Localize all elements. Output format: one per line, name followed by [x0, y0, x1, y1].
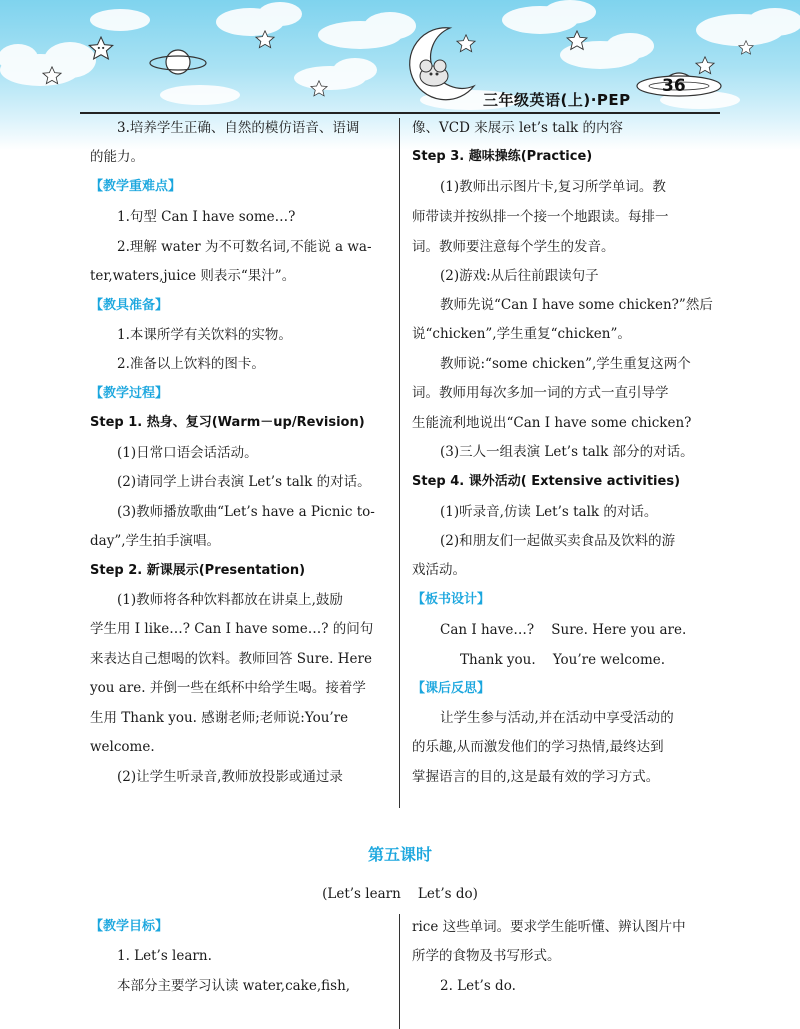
book-label: 三年级英语(上)·PEP	[483, 91, 631, 109]
paragraph-line: 像、VCD 来展示 let’s talk 的内容	[412, 120, 623, 136]
paragraph-line: 来表达自己想喝的饮料。教师回答 Sure. Here	[90, 651, 372, 667]
section-heading: 【教学重难点】	[90, 179, 182, 194]
column-divider	[399, 914, 400, 1029]
paragraph-line: 2.理解 water 为不可数名词,不能说 a wa-	[117, 239, 372, 255]
paragraph-line: 的乐趣,从而激发他们的学习热情,最终达到	[412, 739, 664, 755]
paragraph-line: 词。教师用每次多加一词的方式一直引导学	[412, 385, 669, 401]
paragraph-line: 所学的食物及书写形式。	[412, 948, 561, 964]
paragraph-line: 词。教师要注意每个学生的发音。	[412, 239, 615, 255]
paragraph-line: 教师先说“Can I have some chicken?”然后	[440, 297, 713, 313]
star-icon	[88, 36, 114, 62]
paragraph-line: (3)教师播放歌曲“Let’s have a Picnic to-	[117, 504, 375, 520]
paragraph-line: ter,waters,juice 则表示“果汁”。	[90, 268, 296, 284]
paragraph-line: 3.培养学生正确、自然的模仿语音、语调	[117, 120, 360, 136]
paragraph-line: (1)听录音,仿读 Let’s talk 的对话。	[440, 504, 658, 520]
star-icon	[738, 40, 754, 56]
star-icon	[42, 66, 62, 86]
paragraph-line: 生用 Thank you. 感谢老师;老师说:You’re	[90, 710, 349, 726]
paragraph-line: 让学生参与活动,并在活动中享受活动的	[440, 710, 674, 726]
paragraph-line: welcome.	[90, 739, 155, 755]
paragraph-line: 1. Let’s learn.	[117, 948, 212, 964]
paragraph-line: (1)日常口语会话活动。	[117, 445, 258, 461]
paragraph-line: 2. Let’s do.	[440, 978, 516, 994]
paragraph-line: (1)教师出示图片卡,复习所学单词。教	[440, 179, 666, 195]
paragraph-line: you are. 并倒一些在纸杯中给学生喝。接着学	[90, 680, 366, 696]
paragraph-line: (2)请同学上讲台表演 Let’s talk 的对话。	[117, 474, 371, 490]
section-heading: 【课后反思】	[412, 681, 491, 696]
paragraph-line: 学生用 I like…? Can I have some…? 的问句	[90, 621, 374, 637]
step-heading: Step 3. 趣味操练(Practice)	[412, 149, 593, 164]
column-divider	[399, 118, 400, 808]
lesson-title: 第五课时	[367, 845, 432, 864]
paragraph-line: 的能力。	[90, 149, 144, 165]
section-heading: 【板书设计】	[412, 592, 491, 607]
paragraph-line: (3)三人一组表演 Let’s talk 部分的对话。	[440, 444, 694, 460]
paragraph-line: (2)游戏:从后往前跟读句子	[440, 268, 599, 284]
header-rule	[80, 112, 720, 114]
paragraph-line: 2.准备以上饮料的图卡。	[117, 356, 265, 372]
planet-icon	[148, 44, 208, 80]
paragraph-line: (1)教师将各种饮料都放在讲桌上,鼓励	[117, 592, 343, 608]
paragraph-line: 戏活动。	[412, 562, 466, 578]
paragraph-line: 1.句型 Can I have some…?	[117, 209, 296, 225]
paragraph-line: 本部分主要学习认读 water,cake,fish,	[117, 978, 351, 994]
board-line: Can I have…? Sure. Here you are.	[440, 622, 687, 638]
paragraph-line: 教师说:“some chicken”,学生重复这两个	[440, 356, 691, 372]
paragraph-line: 说“chicken”,学生重复“chicken”。	[412, 326, 631, 342]
star-icon	[255, 30, 275, 50]
paragraph-line: 1.本课所学有关饮料的实物。	[117, 327, 292, 343]
paragraph-line: (2)和朋友们一起做买卖食品及饮料的游	[440, 533, 676, 549]
section-heading: 【教学过程】	[90, 386, 169, 401]
paragraph-line: 师带读并按纵排一个接一个地跟读。每排一	[412, 209, 669, 225]
board-line: Thank you. You’re welcome.	[460, 652, 666, 668]
section-heading: 【教具准备】	[90, 298, 169, 313]
lesson-subtitle: (Let’s learn Let’s do)	[322, 886, 478, 902]
paragraph-line: rice 这些单词。要求学生能听懂、辨认图片中	[412, 919, 686, 935]
step-heading: Step 1. 热身、复习(Warm－up/Revision)	[90, 415, 365, 430]
paragraph-line: 生能流利地说出“Can I have some chicken?	[412, 415, 692, 431]
star-icon	[310, 80, 328, 98]
star-icon	[566, 30, 588, 52]
page-number: 36	[662, 76, 686, 96]
step-heading: Step 4. 课外活动( Extensive activities)	[412, 474, 681, 489]
paragraph-line: day”,学生拍手演唱。	[90, 533, 221, 549]
step-heading: Step 2. 新课展示(Presentation)	[90, 563, 306, 578]
paragraph-line: 掌握语言的目的,这是最有效的学习方式。	[412, 769, 660, 785]
moon-icon	[404, 24, 480, 106]
section-heading: 【教学目标】	[90, 919, 169, 934]
paragraph-line: (2)让学生听录音,教师放投影或通过录	[117, 769, 343, 785]
